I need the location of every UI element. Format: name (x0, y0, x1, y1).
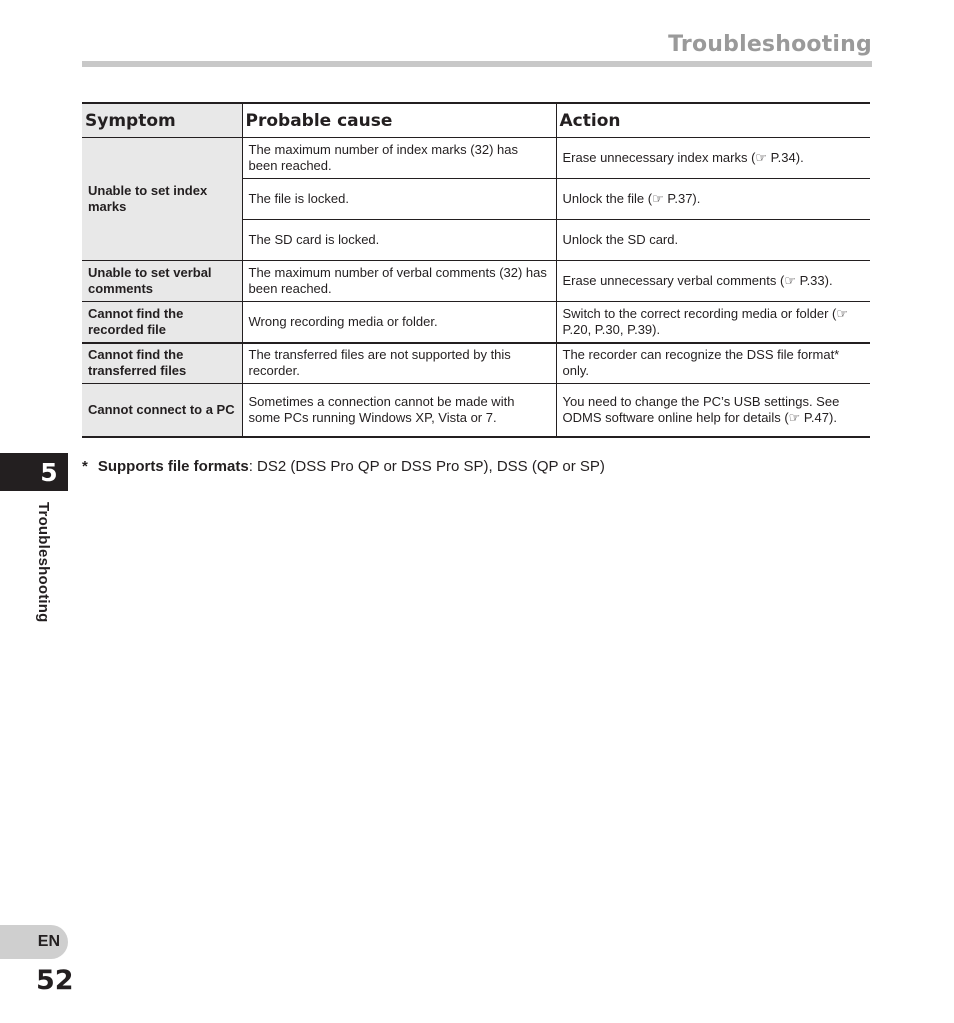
action-cell: Erase unnecessary verbal comments (☞ P.33). (556, 261, 870, 302)
cause-cell: The transferred files are not supported by this recorder. (242, 343, 556, 384)
page-number: 52 (36, 965, 74, 996)
language-label: EN (37, 933, 60, 950)
cause-cell: Wrong recording media or folder. (242, 302, 556, 343)
language-tab (0, 925, 68, 959)
symptom-cell: Unable to set index marks (82, 138, 242, 261)
table-row (82, 384, 870, 437)
action-cell: Unlock the SD card. (556, 220, 870, 261)
table-row (82, 343, 870, 384)
action-cell: Erase unnecessary index marks (☞ P.34). (556, 138, 870, 179)
symptom-cell: Cannot connect to a PC (82, 384, 242, 437)
table-row (82, 261, 870, 302)
column-header-action: Action (556, 103, 870, 138)
action-cell: The recorder can recognize the DSS file format* only. (556, 343, 870, 384)
column-header-cause: Probable cause (242, 103, 556, 138)
cause-cell: The maximum number of verbal comments (32) has been reached. (242, 261, 556, 302)
cause-cell: The maximum number of index marks (32) has been reached. (242, 138, 556, 179)
chapter-label: Troubleshooting (35, 502, 52, 623)
table-row (82, 138, 870, 179)
table-row (82, 302, 870, 343)
symptom-cell: Cannot find the transferred files (82, 343, 242, 384)
action-cell: Switch to the correct recording media or folder (☞ P.20, P.30, P.39). (556, 302, 870, 343)
cause-cell: Sometimes a connection cannot be made with some PCs running Windows XP, Vista or 7. (242, 384, 556, 437)
footnote (82, 458, 605, 475)
action-cell: You need to change the PC’s USB settings. See ODMS software online help for details (☞ P.47). (556, 384, 870, 437)
chapter-number: 5 (40, 457, 58, 487)
page-title: Troubleshooting (668, 32, 872, 57)
footnote-label: Supports file formats (97, 458, 249, 475)
cause-cell: The file is locked. (242, 179, 556, 220)
column-header-symptom: Symptom (82, 103, 242, 138)
title-rule (82, 61, 872, 67)
symptom-cell: Unable to set verbal comments (82, 261, 242, 302)
chapter-tab (0, 453, 68, 491)
footnote-marker: * (82, 458, 88, 475)
troubleshooting-table (82, 102, 870, 438)
action-cell: Unlock the file (☞ P.37). (556, 179, 870, 220)
footnote-text: : DS2 (DSS Pro QP or DSS Pro SP), DSS (QP or SP) (248, 458, 605, 475)
symptom-cell: Cannot find the recorded file (82, 302, 242, 343)
cause-cell: The SD card is locked. (242, 220, 556, 261)
